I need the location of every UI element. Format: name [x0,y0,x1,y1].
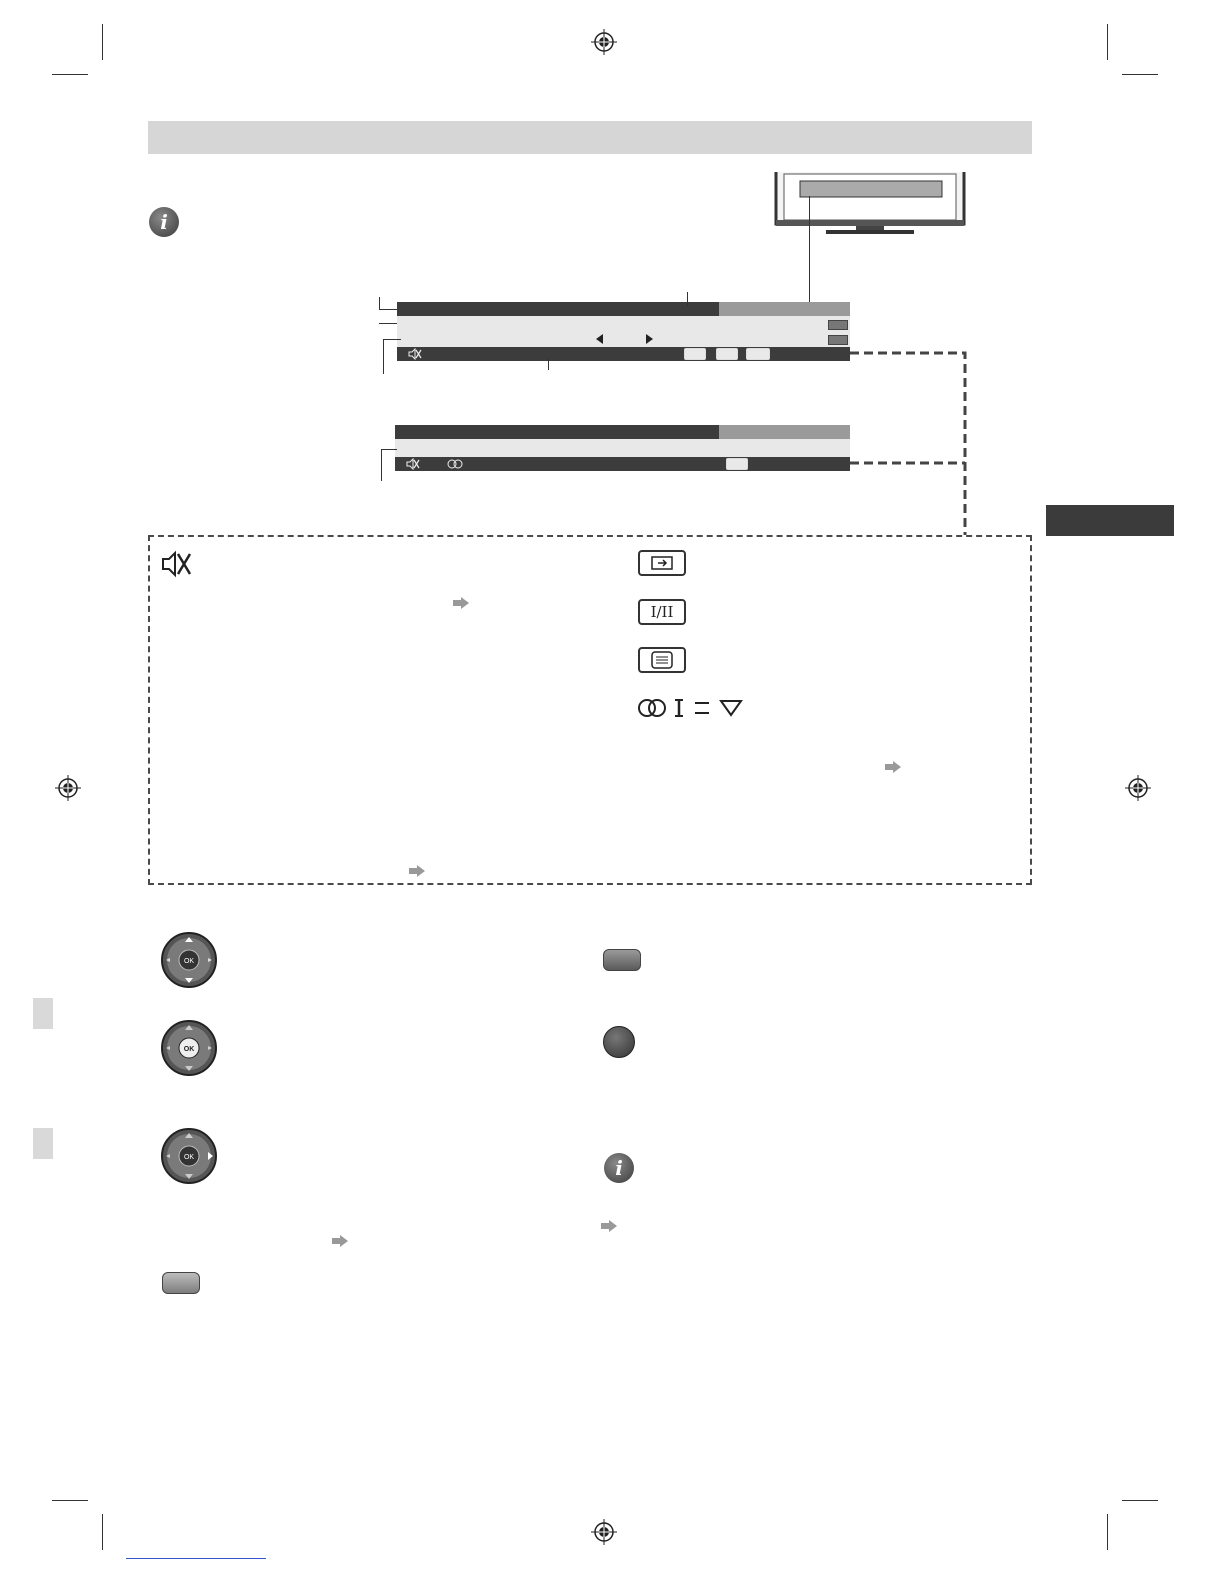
leader-line [809,196,810,302]
dual-audio-key-icon [638,599,686,625]
banner-top-bar-right [719,302,850,316]
icon-legend-box [148,535,1032,885]
section-side-tab [1046,505,1174,536]
registration-mark-icon [1125,775,1151,801]
option-button[interactable] [603,949,641,971]
registration-mark-icon [55,775,81,801]
av-key-icon [638,550,686,576]
leader-line [379,323,397,324]
registration-mark-icon [591,1519,617,1545]
crop-mark [1107,1514,1108,1550]
teletext-icon [726,458,748,470]
left-arrow-icon [596,334,604,344]
stereo-icon [446,459,464,469]
audio-mode-icons [637,697,747,719]
svg-text:OK: OK [183,958,195,965]
reference-arrow-icon [885,761,901,773]
reference-arrow-icon [332,1235,348,1247]
tv-illustration-icon [770,172,970,238]
banner-info-area [397,316,850,347]
leader-line [381,449,397,450]
leader-line [548,358,549,370]
crop-mark [1122,74,1158,75]
banner-status-bar [397,347,850,361]
svg-text:OK: OK [183,1046,195,1053]
mute-icon [161,550,193,578]
right-arrow-icon [646,334,654,344]
info-icon: i [149,207,179,237]
exit-button[interactable] [162,1272,200,1294]
ok-dpad-right-button[interactable] [160,1127,218,1185]
reference-arrow-icon [409,865,425,877]
crop-mark [102,24,103,60]
leader-line [687,292,688,306]
svg-text:OK: OK [183,1154,195,1161]
margin-marker [33,1128,53,1159]
leader-line [383,339,384,374]
banner-top-bar [397,302,719,316]
reference-arrow-icon [601,1220,617,1232]
mute-icon [408,348,422,360]
reference-arrow-icon [453,597,469,609]
registration-mark-icon [591,29,617,55]
colour-button[interactable] [603,1026,635,1058]
ok-dpad-up-down-button[interactable] [160,931,218,989]
teletext-key-icon [638,647,686,673]
banner-small-box [828,335,848,345]
ok-dpad-button[interactable] [160,1019,218,1077]
teletext-icon [716,348,738,360]
crop-mark [52,1500,88,1501]
av-icon [684,348,706,360]
crop-mark [102,1514,103,1550]
footer-link[interactable] [126,1558,266,1559]
dual-audio-key-label: I/II [650,603,674,621]
info-icon: i [604,1153,634,1183]
section-header-band [148,121,1032,154]
banner2-info-area [395,439,850,457]
banner2-top-bar-right [719,425,850,439]
leader-line [379,309,397,310]
leader-line [383,339,401,340]
crop-mark [52,74,88,75]
banner2-top-bar [395,425,719,439]
dual-audio-icon [746,348,770,360]
crop-mark [1122,1500,1158,1501]
banner-small-box [828,320,848,330]
dashed-connector [850,350,970,540]
leader-line [381,449,382,481]
crop-mark [1107,24,1108,60]
margin-marker [33,998,53,1029]
mute-icon [406,458,420,470]
